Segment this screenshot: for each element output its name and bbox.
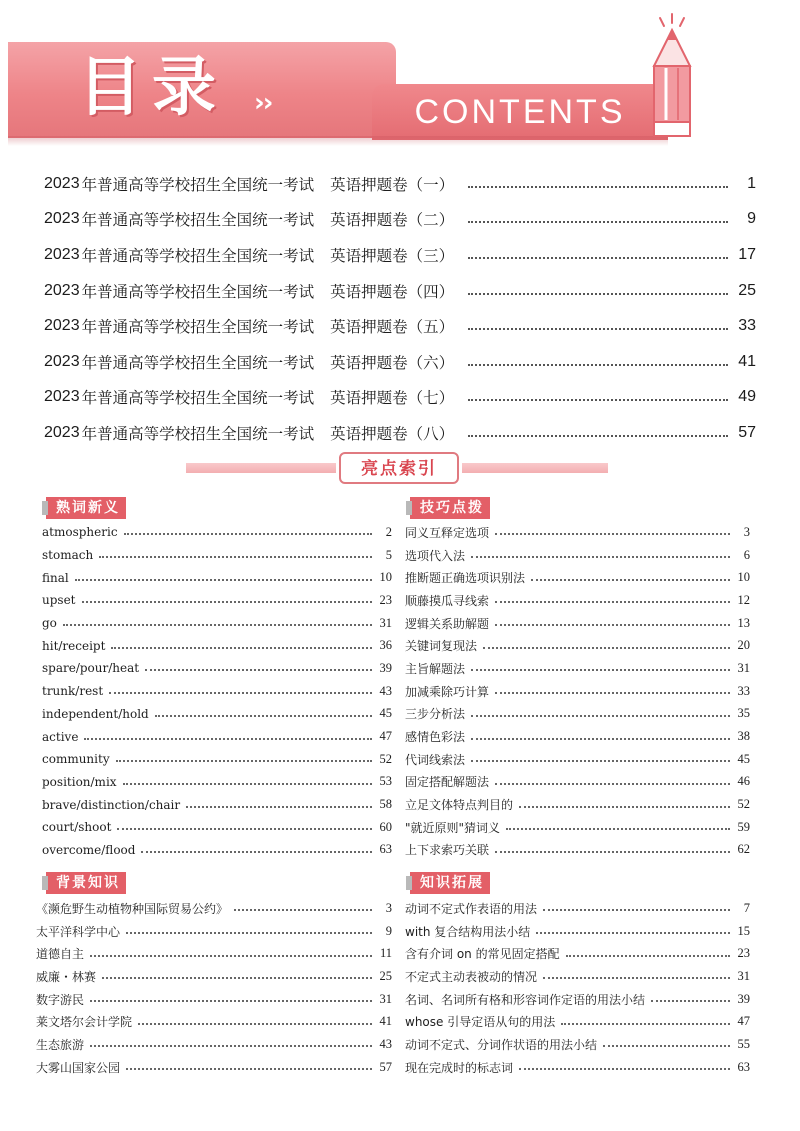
index-item [405,703,750,726]
index-item [405,965,750,988]
double-chevron-icon: ›› [254,88,272,118]
index-item-page: 7 [743,900,750,915]
index-item-label: with 复合结构用法小结 [405,924,531,939]
dot-leader [63,624,372,626]
dot-leader [126,1068,372,1070]
dot-leader [138,1023,372,1025]
index-item-page: 47 [379,729,392,744]
index-item-page: 59 [737,819,750,834]
toc-paper-title: 英语押题卷（四） [330,282,455,301]
dot-leader [468,328,728,330]
toc-paper-title: 英语押题卷（五） [330,318,455,337]
index-item-page: 23 [737,946,750,961]
index-item-label: final [42,570,69,585]
index-item [42,771,392,794]
toc-exam-title: 年普通高等学校招生全国统一考试 [81,246,315,265]
dot-leader [543,977,730,979]
index-item [405,1033,750,1056]
index-item-page: 38 [737,729,750,744]
index-item [405,589,750,612]
index-item [36,1056,392,1079]
toc-page-number: 33 [738,317,756,335]
index-item [42,839,392,862]
index-item-label: 《濒危野生动植物种国际贸易公约》 [36,901,229,916]
toc-page-number: 57 [738,423,756,441]
index-item-label: 同义互释定选项 [405,525,490,540]
dot-leader [82,601,373,603]
index-item-page: 52 [737,797,750,812]
index-item-label: community [42,752,110,767]
index-item [405,634,750,657]
toc-row [44,380,756,416]
index-item-page: 23 [379,592,392,607]
index-item-label: court/shoot [42,820,112,835]
index-item-page: 63 [379,842,392,857]
index-item [405,1010,750,1033]
index-item-label: hit/receipt [42,638,106,653]
index-item [405,839,750,862]
index-item [36,942,392,965]
index-item-label: trunk/rest [42,684,104,699]
index-item [405,748,750,771]
index-item-page: 2 [385,524,392,539]
index-item-page: 41 [379,1014,392,1029]
index-item [42,793,392,816]
index-item-page: 31 [379,991,392,1006]
dot-leader [495,601,730,603]
dot-leader [468,435,728,437]
toc-year: 2023 [44,317,80,335]
index-item-page: 55 [737,1036,750,1051]
dot-leader [483,647,730,649]
index-item-page: 58 [379,797,392,812]
index-item-page: 31 [379,615,392,630]
index-item-label: active [42,729,79,744]
page-title-en: CONTENTS [414,93,626,131]
dot-leader [109,692,372,694]
index-item [42,521,392,544]
dot-leader [123,783,372,785]
index-item-label: 现在完成时的标志词 [405,1060,514,1075]
toc-row [44,237,756,273]
index-item-page: 43 [379,1036,392,1051]
toc-paper-title: 英语押题卷（六） [330,353,455,372]
index-item-label: 名词、名词所有格和形容词作定语的用法小结 [405,992,646,1007]
index-item-label: 加减乘除巧计算 [405,684,490,699]
dot-leader [471,669,730,671]
dot-leader [543,909,730,911]
dot-leader [126,932,372,934]
toc-paper-title: 英语押题卷（一） [330,175,455,194]
index-item-page: 52 [379,751,392,766]
toc-page-number: 41 [738,352,756,370]
index-item-page: 60 [379,819,392,834]
toc-year: 2023 [44,352,80,370]
dot-leader [471,715,730,717]
index-item [36,1033,392,1056]
dot-leader [75,579,372,581]
background-list [36,897,392,1079]
index-item-label: 代词线索法 [405,752,466,767]
dot-leader [84,738,372,740]
index-item-page: 45 [737,751,750,766]
dot-leader [471,760,730,762]
index-item [42,657,392,680]
index-item-page: 39 [379,660,392,675]
section-tag-hot-words: 熟词新义 [46,497,126,519]
contents-list [44,166,756,451]
toc-exam-title: 年普通高等学校招生全国统一考试 [81,211,315,230]
index-item-page: 46 [737,774,750,789]
hot-words-list [42,521,392,861]
index-item-label: 动词不定式作表语的用法 [405,901,538,916]
index-item [405,793,750,816]
index-item-label: 生态旅游 [36,1037,85,1052]
index-item-page: 57 [379,1059,392,1074]
dot-leader [495,851,730,853]
index-item-label: 选项代入法 [405,548,466,563]
index-item [405,725,750,748]
index-item-label: upset [42,593,76,608]
index-item [42,680,392,703]
index-item [42,816,392,839]
dot-leader [468,293,728,295]
section-tag-background: 背景知识 [46,872,126,894]
toc-page-number: 1 [747,174,756,192]
index-item-page: 6 [743,547,750,562]
dot-leader [536,932,730,934]
index-item-page: 39 [737,991,750,1006]
index-item-label: 主旨解题法 [405,661,466,676]
toc-row [44,202,756,238]
dot-leader [468,186,728,188]
dot-leader [90,955,372,957]
toc-exam-title: 年普通高等学校招生全国统一考试 [81,424,315,443]
index-item [405,1056,750,1079]
toc-year: 2023 [44,281,80,299]
dot-leader [116,760,372,762]
index-item [405,988,750,1011]
dot-leader [566,955,730,957]
index-item-label: 道德自主 [36,947,85,962]
toc-row [44,344,756,380]
index-item [36,920,392,943]
index-item-page: 47 [737,1014,750,1029]
toc-exam-title: 年普通高等学校招生全国统一考试 [81,389,315,408]
index-item [405,657,750,680]
index-item-label: 感情色彩法 [405,730,466,745]
toc-year: 2023 [44,174,80,192]
extension-list [405,897,750,1079]
index-item [42,544,392,567]
index-item [405,897,750,920]
index-item-label: 含有介词 on 的常见固定搭配 [405,947,560,962]
index-item-page: 13 [737,615,750,630]
toc-page-number: 25 [738,281,756,299]
dot-leader [603,1045,730,1047]
index-item [42,703,392,726]
index-item-page: 53 [379,774,392,789]
index-item [405,771,750,794]
dot-leader [111,647,372,649]
dot-leader [145,669,372,671]
toc-year: 2023 [44,210,80,228]
index-item [42,748,392,771]
index-item [405,521,750,544]
index-item-page: 35 [737,706,750,721]
highlights-index-title: 亮点索引 [339,452,459,484]
index-item [36,897,392,920]
toc-row [44,273,756,309]
index-item [405,544,750,567]
index-item-label: independent/hold [42,706,149,721]
index-item-label: atmospheric [42,525,118,540]
page-title-cn: 目录 [78,51,226,125]
index-item-label: whose 引导定语从句的用法 [405,1015,556,1030]
dot-leader [141,851,372,853]
index-item-page: 43 [379,683,392,698]
index-item-label: position/mix [42,774,117,789]
index-item-label: overcome/flood [42,842,136,857]
dot-leader [468,221,728,223]
index-item-page: 25 [379,968,392,983]
dot-leader [90,1000,372,1002]
dot-leader [651,1000,730,1002]
dot-leader [506,828,730,830]
section-tag-extension: 知识拓展 [410,872,490,894]
dot-leader [519,806,730,808]
toc-page-number: 49 [738,388,756,406]
index-item [405,942,750,965]
index-item [42,725,392,748]
index-item [405,816,750,839]
index-item-page: 45 [379,706,392,721]
index-item-label: 大雾山国家公园 [36,1060,121,1075]
toc-paper-title: 英语押题卷（七） [330,389,455,408]
dot-leader [519,1068,730,1070]
index-item-label: 数字游民 [36,992,85,1007]
dot-leader [531,579,730,581]
index-item-page: 31 [737,968,750,983]
index-item-page: 63 [737,1059,750,1074]
index-item [405,612,750,635]
toc-row [44,415,756,451]
index-item [42,634,392,657]
index-item-label: 三步分析法 [405,707,466,722]
index-item-label: "就近原则"猜词义 [405,820,501,835]
toc-paper-title: 英语押题卷（三） [330,246,455,265]
toc-year: 2023 [44,423,80,441]
index-item-page: 11 [379,946,392,961]
index-item-label: 立足文体特点判目的 [405,798,514,813]
highlights-divider-right [462,463,608,473]
toc-page-number: 9 [747,210,756,228]
index-item-label: 不定式主动表被动的情况 [405,969,538,984]
index-item-page: 3 [385,900,392,915]
index-item-page: 62 [737,842,750,857]
index-item-label: 推断题正确选项识别法 [405,571,526,586]
index-item [42,612,392,635]
index-item-page: 12 [737,592,750,607]
toc-exam-title: 年普通高等学校招生全国统一考试 [81,175,315,194]
toc-row [44,166,756,202]
dot-leader [561,1023,730,1025]
dot-leader [471,556,730,558]
skills-list [405,521,750,861]
dot-leader [468,257,728,259]
index-item [36,988,392,1011]
toc-row [44,308,756,344]
index-item-page: 3 [743,524,750,539]
toc-paper-title: 英语押题卷（八） [330,424,455,443]
index-item [42,589,392,612]
section-tag-skills: 技巧点拨 [410,497,490,519]
dot-leader [99,556,372,558]
index-item-page: 20 [737,638,750,653]
toc-year: 2023 [44,388,80,406]
dot-leader [124,533,372,535]
toc-year: 2023 [44,245,80,263]
dot-leader [155,715,372,717]
index-item-label: 动词不定式、分词作状语的用法小结 [405,1037,598,1052]
dot-leader [102,977,372,979]
dot-leader [495,783,730,785]
dot-leader [186,806,372,808]
toc-page-number: 17 [738,245,756,263]
dot-leader [468,399,728,401]
index-item-label: 上下求索巧关联 [405,843,490,858]
index-item-page: 31 [737,660,750,675]
highlights-divider-left [186,463,336,473]
index-item-page: 36 [379,638,392,653]
index-item [405,920,750,943]
index-item [405,680,750,703]
index-item-page: 33 [737,683,750,698]
index-item-page: 5 [385,547,392,562]
index-item [36,965,392,988]
toc-paper-title: 英语押题卷（二） [330,211,455,230]
dot-leader [90,1045,372,1047]
dot-leader [495,624,730,626]
index-item-label: 顺藤摸瓜寻线索 [405,593,490,608]
index-item [42,566,392,589]
index-item-label: go [42,616,57,631]
index-item-label: 固定搭配解题法 [405,775,490,790]
index-item-page: 9 [385,923,392,938]
index-item-label: brave/distinction/chair [42,797,181,812]
index-item-page: 10 [737,570,750,585]
dot-leader [234,909,372,911]
dot-leader [468,364,728,366]
index-item-label: stomach [42,548,94,563]
index-item [405,566,750,589]
pencil-icon [640,10,704,140]
dot-leader [117,828,372,830]
index-item-label: 关键词复现法 [405,639,478,654]
toc-exam-title: 年普通高等学校招生全国统一考试 [81,282,315,301]
dot-leader [495,533,730,535]
toc-exam-title: 年普通高等学校招生全国统一考试 [81,353,315,372]
index-item-label: spare/pour/heat [42,661,140,676]
dot-leader [471,738,730,740]
index-item-label: 威廉・林赛 [36,969,97,984]
toc-exam-title: 年普通高等学校招生全国统一考试 [81,318,315,337]
dot-leader [495,692,730,694]
index-item-page: 10 [379,570,392,585]
index-item-page: 15 [737,923,750,938]
index-item-label: 逻辑关系助解题 [405,616,490,631]
index-item-label: 太平洋科学中心 [36,924,121,939]
index-item [36,1010,392,1033]
index-item-label: 莱文塔尔会计学院 [36,1015,133,1030]
